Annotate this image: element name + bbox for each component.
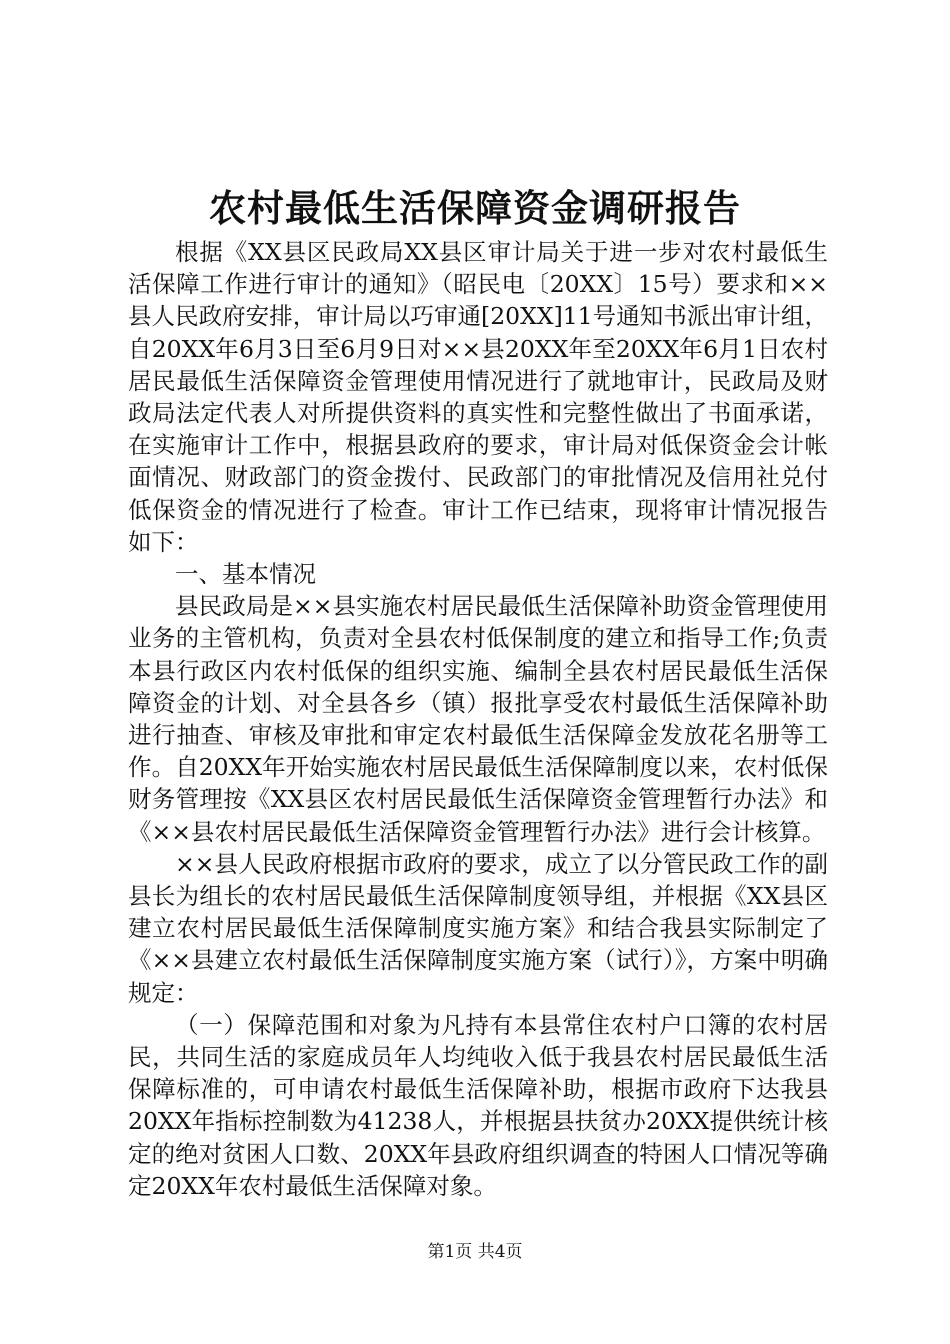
paragraph-intro: 根据《XX县区民政局XX县区审计局关于进一步对农村最低生活保障工作进行审计的通知》（昭民电〔20XX〕15号）要求和××县人民政府安排，审计局以巧审通[20XX]11号通知书派出审计组，自20XX年6月3日至6月9日对××县20XX年至20XX年6月1日农村居民最低生活保障资金管理使用情况进行了就地审计，民政局及财政局法定代表人对所提供资料的真实性和完整性做出了书面承诺，在实施审计工作中，根据县政府的要求，审计局对低保资金会计帐面情况、财政部门的资金拨付、民政部门的审批情况及信用社兑付低保资金的情况进行了检查。审计工作已结束，现将审计情况报告如下： — [128, 238, 828, 556]
paragraph-civil-affairs-bureau: 县民政局是××县实施农村居民最低生活保障补助资金管理使用业务的主管机构，负责对全县农村低保制度的建立和指导工作;负责本县行政区内农村低保的组织实施、编制全县农村居民最低生活保障资金的计划、对全县各乡（镇）报批享受农村最低生活保障补助进行抽查、审核及审批和审定农村最低生活保障金发放花名册等工作。自20XX年开始实施农村居民最低生活保障制度以来，农村低保财务管理按《XX县区农村居民最低生活保障资金管理暂行办法》和《××县农村居民最低生活保障资金管理暂行办法》进行会计核算。 — [128, 592, 828, 846]
paragraph-county-government: ××县人民政府根据市政府的要求，成立了以分管民政工作的副县长为组长的农村居民最低生活保障制度领导组，并根据《XX县区建立农村居民最低生活保障制度实施方案》和结合我县实际制定了《××县建立农村最低生活保障制度实施方案（试行）》，方案中明确规定： — [128, 849, 828, 1007]
document-body — [128, 236, 828, 1202]
paragraph-coverage-scope: （一）保障范围和对象为凡持有本县常住农村户口簿的农村居民，共同生活的家庭成员年人均纯收入低于我县农村居民最低生活保障标准的，可申请农村最低生活保障补助，根据市政府下达我县20XX年指标控制数为41238人，并根据县扶贫办20XX提供统计核定的绝对贫困人口数、20XX年县政府组织调查的特困人口情况等确定20XX年农村最低生活保障对象。 — [128, 1010, 828, 1200]
document-title: 农村最低生活保障资金调研报告 — [209, 186, 741, 230]
page-number-footer: 第1页 共4页 — [427, 1242, 523, 1262]
section-heading-basic-situation: 一、基本情况 — [175, 560, 316, 589]
